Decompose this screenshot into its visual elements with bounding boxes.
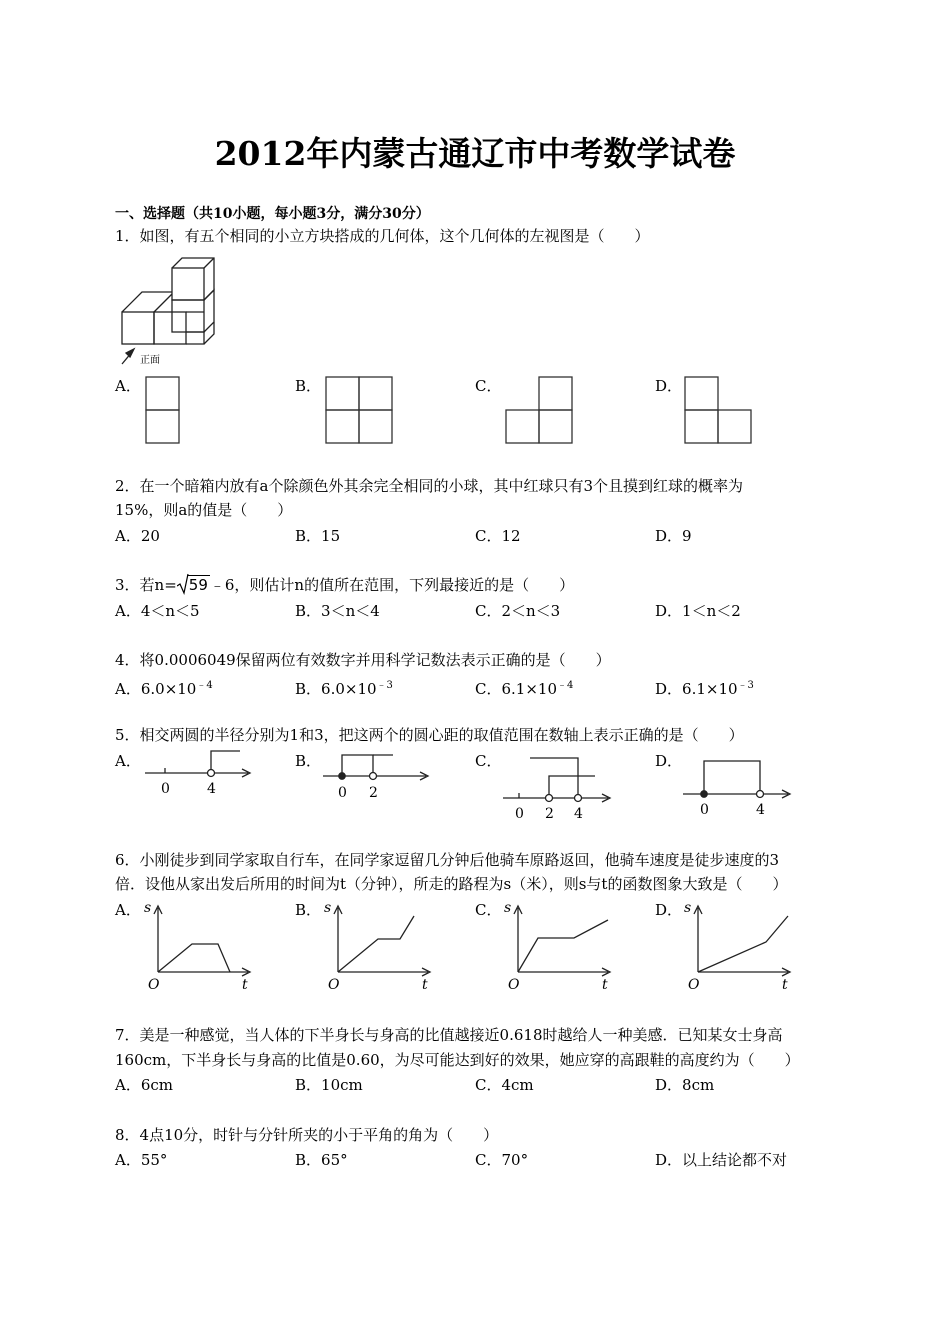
q7-stem-line2: 160cm，下半身长与身高的比值是0.60，为尽可能达到好的效果，她应穿的高跟鞋的高度约为（ ） [115, 1051, 800, 1069]
q3-option-b: B．3＜n＜4 [295, 602, 380, 620]
q5b-tick-0: 0 [338, 785, 347, 801]
q5c-tick-0: 0 [515, 806, 524, 822]
q3-sqrt [177, 575, 210, 595]
q1-option-d-figure [684, 376, 754, 446]
radical-sign-icon [177, 573, 189, 595]
q3-option-c: C．2＜n＜3 [475, 602, 561, 620]
q5-number-line-b [318, 746, 438, 802]
q1-option-b-figure [325, 376, 395, 446]
q5-label-d: D． [655, 752, 683, 770]
q5-label-b: B． [295, 752, 322, 770]
q4-option-d: D．$6.1\times 10^{﹣3}$ [655, 680, 754, 698]
q6-label-d: D． [655, 901, 683, 919]
q5b-tick-2: 2 [369, 785, 378, 801]
q5-number-line-c [500, 756, 620, 822]
q6-stem-line2: 倍．设他从家出发后所用的时间为t（分钟），所走的路程为s（米），则s与t的函数图象大致是（ ） [115, 875, 788, 893]
q7-option-b: B．10cm [295, 1076, 363, 1094]
q5c-tick-4: 4 [574, 806, 583, 822]
q5-stem: 5．相交两圆的半径分别为1和3，把这两个的圆心距的取值范围在数轴上表示正确的是（ ） [115, 726, 744, 744]
q4-option-b: B．$6.0\times 10^{﹣3}$ [295, 680, 393, 698]
q1-label-d: D． [655, 377, 683, 395]
q3-option-a: A．4＜n＜5 [115, 602, 200, 620]
q8-option-b: B．65° [295, 1151, 348, 1169]
q6c-s: s [504, 900, 512, 916]
q5c-tick-2: 2 [545, 806, 554, 822]
q1-option-c-figure [505, 376, 575, 446]
q1-label-c: C． [475, 377, 502, 395]
q7-option-a: A．6cm [115, 1076, 174, 1094]
q1-label-a: A． [115, 377, 141, 395]
q6a-o: O [148, 977, 160, 993]
q5-number-line-d [680, 756, 800, 818]
q5d-tick-4: 4 [756, 802, 765, 818]
q8-stem: 8．4点10分，时针与分针所夹的小于平角的角为（ ） [115, 1126, 499, 1144]
q7-stem-line1: 7．美是一种感觉，当人体的下半身长与身高的比值越接近0.618时越给人一种美感．已知某女士身高 [115, 1026, 783, 1044]
section-heading: 一、选择题（共10小题，每小题3分，满分30分） [115, 206, 430, 222]
q6b-t: t [422, 977, 428, 993]
q6-label-c: C． [475, 901, 502, 919]
q3-radicand: 59 [188, 576, 208, 594]
q1-cube-figure [112, 254, 232, 369]
q1-stem: 1．如图，有五个相同的小立方块搭成的几何体，这个几何体的左视图是（ ） [115, 227, 650, 245]
q5d-tick-0: 0 [700, 802, 709, 818]
q3-option-d: D．1＜n＜2 [655, 602, 741, 620]
q3-stem [115, 575, 574, 595]
q1-front-label: 正面 [140, 355, 160, 366]
q4-stem: 4．将0.0006049保留两位有效数字并用科学记数法表示正确的是（ ） [115, 651, 611, 669]
q4-option-a: A．$6.0\times 10^{﹣4}$ [115, 680, 213, 698]
q6c-t: t [602, 977, 608, 993]
q5-label-c: C． [475, 752, 502, 770]
q6a-t: t [242, 977, 248, 993]
q6d-s: s [684, 900, 692, 916]
q8-option-a: A．55° [115, 1151, 168, 1169]
q2-stem-line2: 15%，则a的值是（ ） [115, 501, 293, 519]
q6c-o: O [508, 977, 520, 993]
q6d-o: O [688, 977, 700, 993]
q2-option-d: D．9 [655, 527, 692, 545]
q5-label-a: A． [115, 752, 141, 770]
q3-stem-post: ﹣6，则估计n的值所在范围，下列最接近的是（ ） [209, 576, 575, 594]
q2-stem-line1: 2．在一个暗箱内放有a个除颜色外其余完全相同的小球，其中红球只有3个且摸到红球的概率为 [115, 477, 744, 495]
q6-graph-d [680, 896, 800, 996]
q8-option-d: D．以上结论都不对 [655, 1151, 788, 1169]
q6d-t: t [782, 977, 788, 993]
q6-label-a: A． [115, 901, 141, 919]
q6-graph-a [140, 896, 260, 996]
exam-title: 2012年内蒙古通辽市中考数学试卷 [214, 134, 736, 173]
q6b-o: O [328, 977, 340, 993]
q6-graph-c [500, 896, 620, 996]
q2-option-a: A．20 [115, 527, 160, 545]
q4-option-c: C．$6.1\times 10^{﹣4}$ [475, 680, 574, 698]
q2-option-b: B．15 [295, 527, 341, 545]
q3-stem-pre: 3．若n= [115, 576, 177, 594]
q1-option-a-figure [145, 376, 181, 446]
q6-stem-line1: 6．小刚徒步到同学家取自行车，在同学家逗留几分钟后他骑车原路返回，他骑车速度是徒步速度的3 [115, 851, 780, 869]
q6-graph-b [320, 896, 440, 996]
q2-option-c: C．12 [475, 527, 521, 545]
q5-number-line-a [140, 746, 260, 798]
q6a-s: s [144, 900, 152, 916]
q7-option-d: D．8cm [655, 1076, 715, 1094]
q1-label-b: B． [295, 377, 322, 395]
q5a-tick-4: 4 [207, 781, 216, 797]
q6-label-b: B． [295, 901, 322, 919]
q7-option-c: C．4cm [475, 1076, 534, 1094]
q5a-tick-0: 0 [161, 781, 170, 797]
q6b-s: s [324, 900, 332, 916]
q8-option-c: C．70° [475, 1151, 529, 1169]
